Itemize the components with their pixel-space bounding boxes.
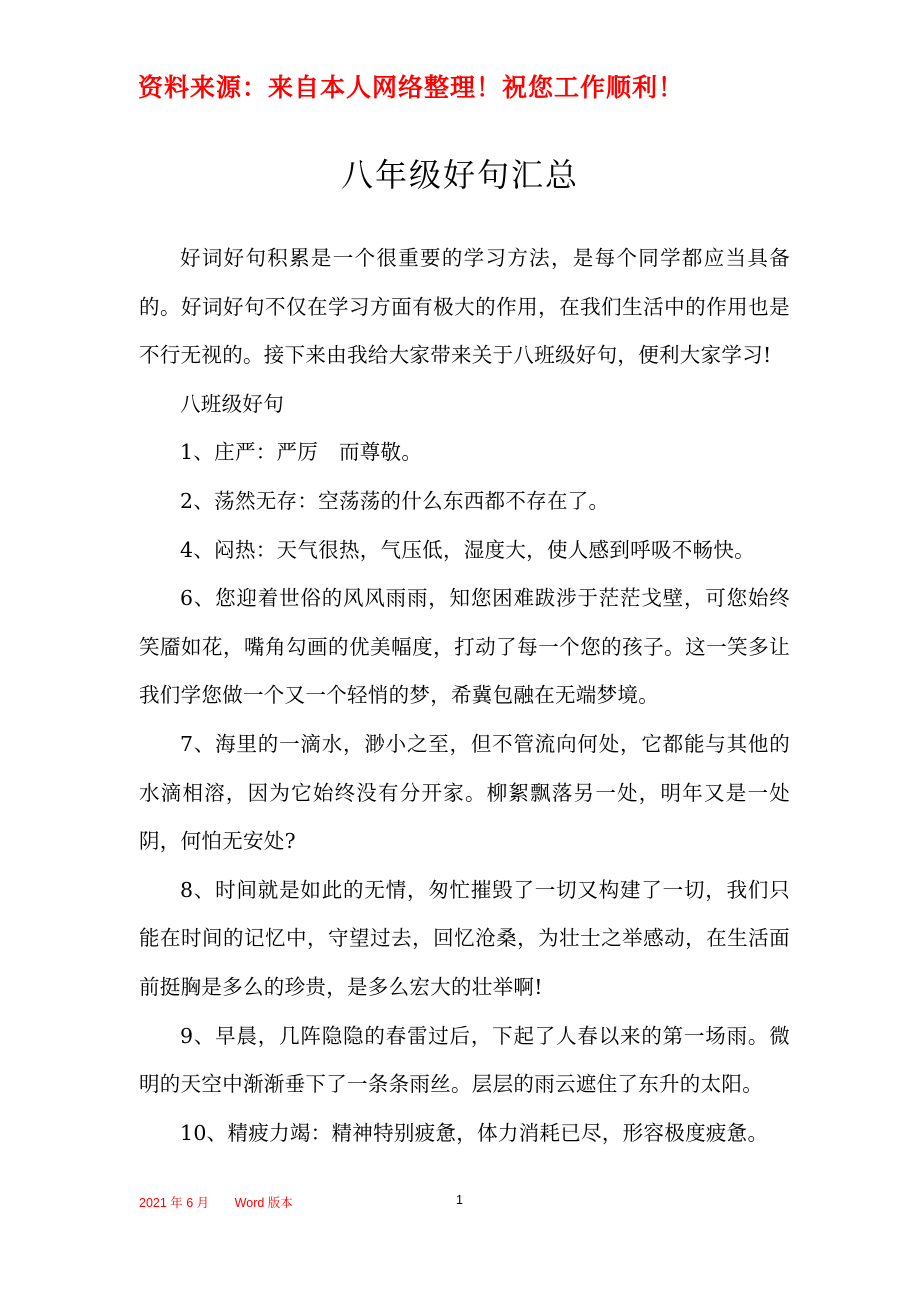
document-title: 八年级好句汇总 [340,156,579,194]
footer-date: 2021 年 6 月 [139,1196,210,1210]
sentence-item-7: 7、海里的一滴水，渺小之至，但不管流向何处，它都能与其他的水滴相溶，因为它始终没有分开家。柳絮飘落另一处，明年又是一处阴，何怕无安处? [139,731,790,854]
sentence-item-1: 1、庄严：严厉 而尊敬。 [180,440,423,465]
document-body [139,234,790,1157]
sentence-item-8: 8、时间就是如此的无情，匆忙摧毁了一切又构建了一切，我们只能在时间的记忆中，守望过去，回忆沧桑，为壮士之举感动，在生活面前挺胸是多么的珍贵，是多么宏大的壮举啊! [139,877,790,999]
page-footer [139,1193,790,1211]
section-heading: 八班级好句 [180,391,284,416]
sentence-item-6: 6、您迎着世俗的风风雨雨，知您困难跋涉于茫茫戈壁，可您始终笑靥如花，嘴角勾画的优美幅度，打动了每一个您的孩子。这一笑多让我们学您做一个又一个轻悄的梦，希冀包融在无端梦境。 [139,586,790,708]
sentence-item-2: 2、荡然无存：空荡荡的什么东西都不存在了。 [180,488,610,513]
page-number: 1 [456,1193,463,1207]
source-banner: 资料来源：来自本人网络整理！祝您工作顺利！ [138,73,685,102]
sentence-item-9: 9、早晨，几阵隐隐的春雷过后，下起了人春以来的第一场雨。微明的天空中渐渐垂下了一条条雨丝。层层的雨云遮住了东升的太阳。 [139,1023,790,1097]
footer-version: Word 版本 [234,1196,293,1210]
intro-paragraph: 好词好句积累是一个很重要的学习方法，是每个同学都应当具备的。好词好句不仅在学习方面有极大的作用，在我们生活中的作用也是不行无视的。接下来由我给大家带来关于八班级好句，便利大家学习! [139,246,790,368]
sentence-item-4: 4、闷热：天气很热，气压低，湿度大，使人感到呼吸不畅快。 [180,537,755,562]
sentence-item-10: 10、精疲力竭：精神特别疲惫，体力消耗已尽，形容极度疲惫。 [180,1120,769,1145]
